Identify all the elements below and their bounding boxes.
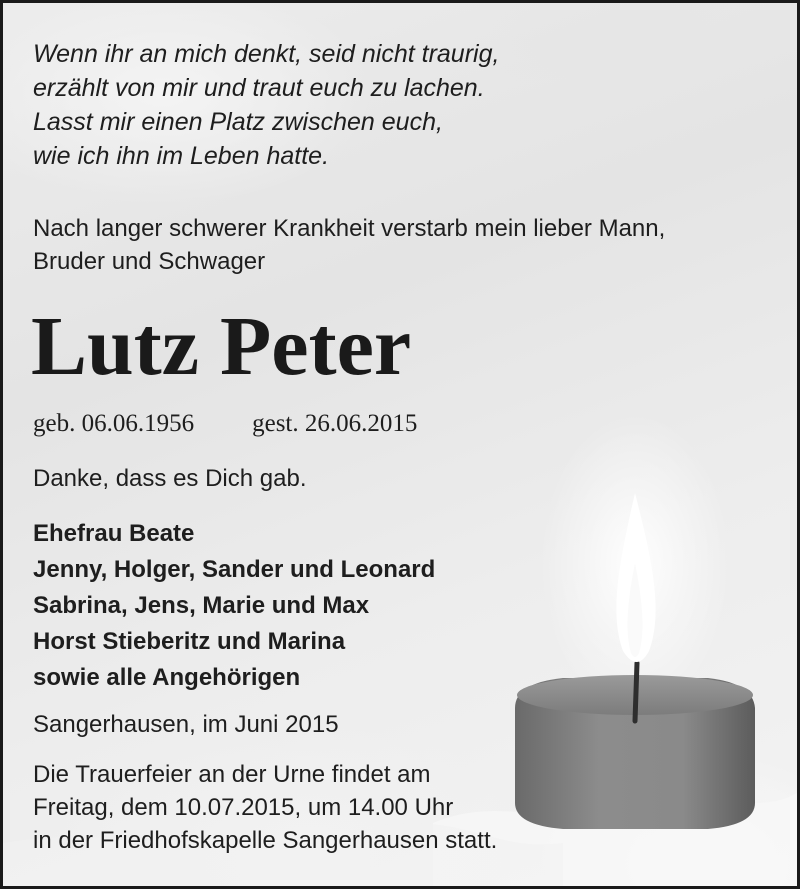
funeral-line: in der Friedhofskapelle Sangerhausen statt. [33,827,498,854]
announcement-line: Bruder und Schwager [33,248,266,275]
verse-line: erzählt von mir und traut euch zu lachen. [33,74,485,102]
life-dates [33,407,417,441]
death-date: gest. 26.06.2015 [252,410,418,437]
mourner-line: Sabrina, Jens, Marie und Max [33,592,370,619]
verse-line: Wenn ihr an mich denkt, seid nicht traurig, [33,40,500,68]
death-announcement [33,212,665,278]
verse-line: Lasst mir einen Platz zwischen euch, [33,108,443,136]
funeral-notice [33,758,497,857]
funeral-line: Freitag, dem 10.07.2015, um 14.00 Uhr [33,794,454,821]
mourner-line: Ehefrau Beate [33,520,195,547]
mourner-line: Horst Stieberitz und Marina [33,628,346,655]
thanks-line: Danke, dass es Dich gab. [33,465,307,492]
mourner-line: sowie alle Angehörigen [33,664,301,691]
announcement-line: Nach langer schwerer Krankheit verstarb mein lieber Mann, [33,215,666,242]
verse-line: wie ich ihn im Leben hatte. [33,142,330,170]
mourner-line: Jenny, Holger, Sander und Leonard [33,556,436,583]
place-and-date: Sangerhausen, im Juni 2015 [33,711,339,738]
funeral-line: Die Trauerfeier an der Urne findet am [33,761,431,788]
memorial-verse [33,37,499,173]
mourners-list [33,516,435,696]
birth-date: geb. 06.06.1956 [33,410,195,437]
deceased-name: Lutz Peter [31,300,412,393]
